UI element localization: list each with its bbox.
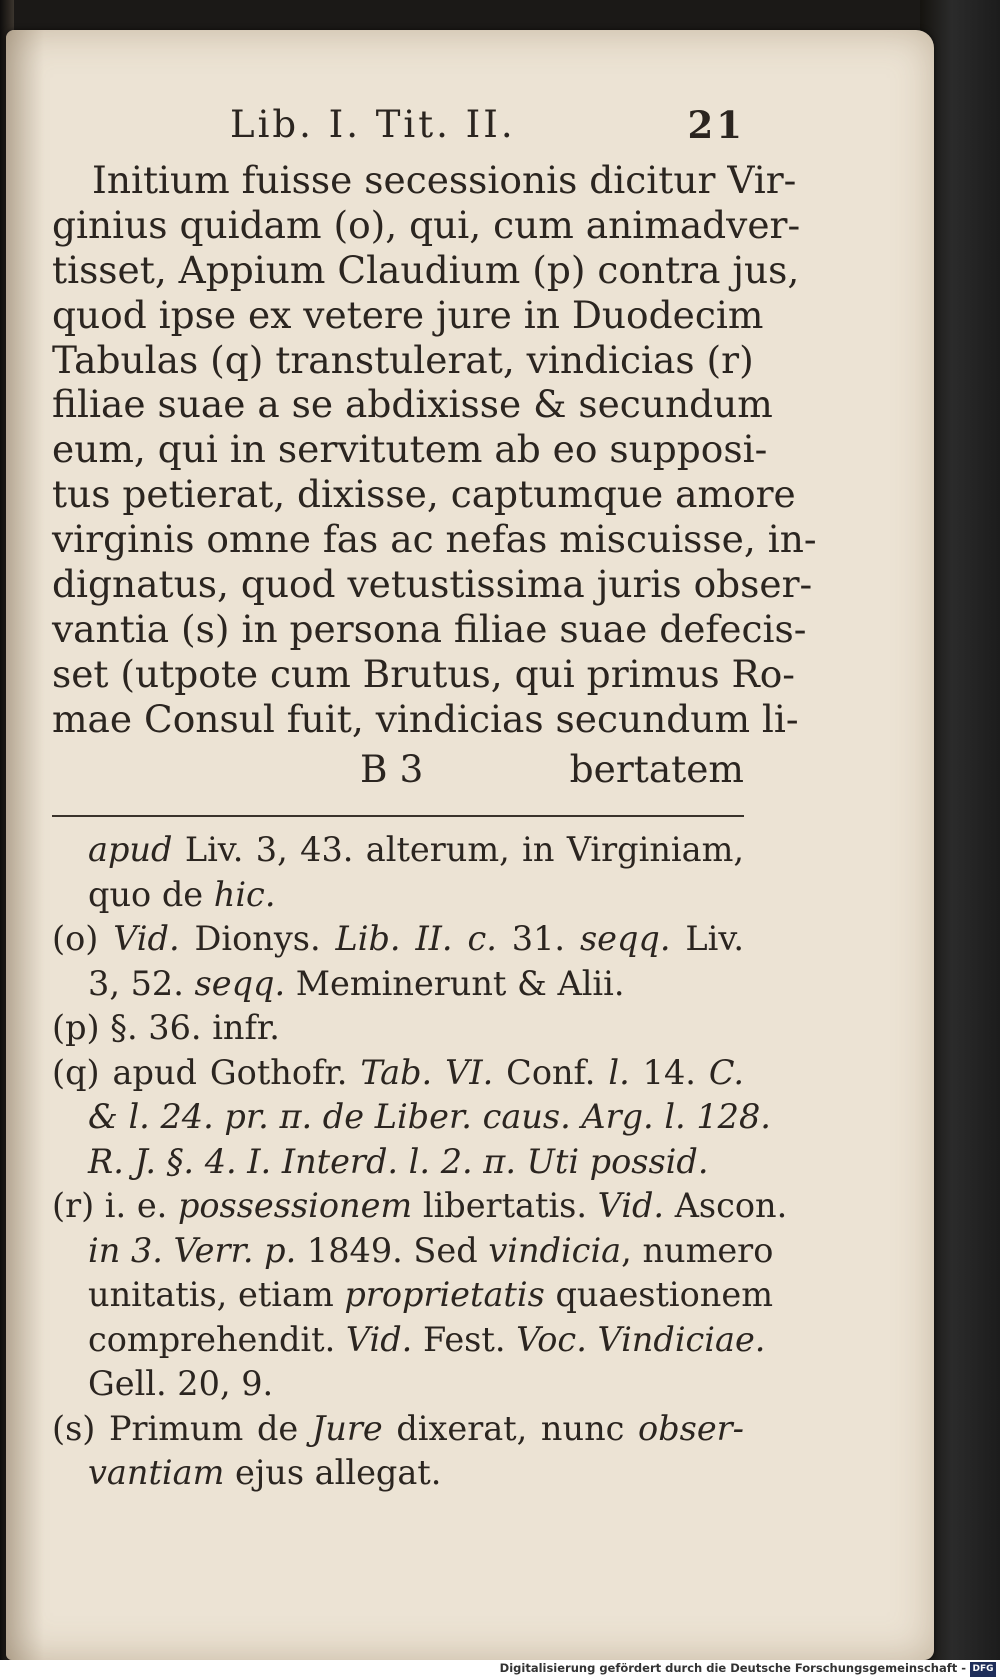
footnote-italic: seqq. [579, 919, 671, 958]
footnote-line [52, 1318, 766, 1363]
footnote-text: Fest. [412, 1319, 517, 1359]
body-line: dignatus, quod vetustissima juris obser- [52, 562, 813, 607]
body-line: virginis omne fas ac nefas miscuisse, in- [52, 517, 817, 562]
footnotes [52, 828, 788, 1496]
footnote-line [52, 1273, 773, 1318]
footnote-italic: Lib. II. c. [335, 919, 497, 958]
body-line: eum, qui in servitutem ab eo supposi- [52, 427, 768, 472]
footnote-italic: possessionem [177, 1186, 413, 1225]
footnote-text: (q) apud Gothofr. [52, 1052, 361, 1092]
dfg-logo: DFG [970, 1662, 996, 1677]
footnote-text: 31. [496, 919, 580, 958]
footnote-text: comprehendit. [88, 1319, 346, 1359]
footnote-italic: apud [88, 830, 173, 869]
footnote-italic: seqq. [194, 963, 286, 1003]
footnote-italic: vantiam [88, 1453, 225, 1492]
footnote-text: (s) Primum de [52, 1408, 312, 1448]
footnote-italic: vindicia [488, 1230, 622, 1270]
signature-mark: B 3 [360, 747, 424, 791]
footnote-o [52, 917, 744, 962]
footnote-italic: hic. [213, 874, 276, 914]
footnote-italic: in 3. Verr. p. [88, 1230, 297, 1270]
body-text [52, 158, 817, 742]
footnote-text: , numero [621, 1230, 774, 1270]
body-line: tus petierat, dixisse, captumque amore [52, 472, 796, 517]
footnote-italic: Jure [311, 1408, 383, 1448]
catchline [52, 747, 744, 791]
footnote-text: Liv. [670, 919, 744, 958]
footnote-italic: Voc. Vindiciae. [516, 1319, 766, 1359]
footnote-line [52, 962, 744, 1007]
footnote-q [52, 1051, 744, 1096]
digitization-footer [0, 1660, 1000, 1680]
funding-credit: Digitalisierung gefördert durch die Deutsche Forschungsgemeinschaft - [499, 1661, 966, 1675]
footnote-r [52, 1184, 788, 1229]
body-line: ginius quidam (o), qui, cum animadver- [52, 202, 801, 247]
body-line: tisset, Appium Claudium (p) contra jus, [52, 247, 800, 292]
footnote-text: ejus allegat. [224, 1453, 442, 1492]
footnote-line [52, 1451, 744, 1496]
footnote-text: libertatis. [412, 1186, 598, 1225]
footnote-line [52, 1095, 771, 1140]
footnote-italic: C. [708, 1052, 744, 1092]
footnote-italic: Vid. [345, 1319, 413, 1359]
catchword: bertatem [569, 747, 744, 791]
footnote-text: Liv. 3, 43. alterum, in Virginiam, [172, 830, 744, 869]
footnote-text: quo de [88, 874, 214, 914]
footnote-italic: l. [608, 1052, 630, 1092]
footnote-line [52, 1229, 774, 1274]
footnote-line [52, 828, 744, 873]
body-line: vantia (s) in persona filiae suae defecis- [52, 606, 807, 651]
footnote-italic: Tab. VI. [360, 1052, 494, 1092]
footnote-text: unitatis, etiam [88, 1275, 345, 1314]
footnote-text: 1849. Sed [296, 1230, 489, 1270]
footnote-p: (p) §. 36. infr. [52, 1008, 280, 1047]
footnote-italic: proprietatis [344, 1275, 545, 1314]
footnote-line [52, 1140, 744, 1185]
footnote-text: Ascon. [664, 1186, 788, 1225]
footnote-text: 14. [629, 1052, 709, 1092]
footnote-text: (r) i. e. [52, 1186, 178, 1225]
footnote-divider [52, 815, 744, 817]
footnote-italic: Vid. [113, 919, 180, 958]
body-line: Tabulas (q) transtulerat, vindicias (r) [52, 337, 754, 382]
running-head [230, 103, 745, 151]
footnote-line [52, 873, 744, 918]
footnote-text: Conf. [493, 1052, 609, 1092]
body-line: filiae suae a se abdixisse & secundum [52, 382, 773, 427]
footnote-text: 3, 52. [88, 963, 195, 1003]
footnote-text: dixerat, nunc [382, 1408, 639, 1448]
body-line: quod ipse ex vetere jure in Duodecim [52, 292, 764, 337]
footnote-s [52, 1407, 744, 1452]
footnote-marker: (o) [52, 919, 114, 958]
page-number: 21 [687, 103, 745, 147]
body-line: set (utpote cum Brutus, qui primus Ro- [52, 651, 795, 696]
footnote-text: quaestionem [544, 1275, 773, 1314]
running-head-title: Lib. I. Tit. II. [230, 103, 516, 146]
body-line: mae Consul fuit, vindicias secundum li- [52, 696, 799, 741]
footnote-italic: R. J. §. 4. I. Interd. l. 2. π. Uti possid. [88, 1141, 709, 1181]
footnote-italic: Vid. [597, 1186, 665, 1225]
body-line: Initium fuisse secessionis dicitur Vir- [92, 158, 797, 202]
footnote-italic: obser- [638, 1408, 744, 1448]
footnote-text: Dionys. [179, 919, 336, 958]
footnote-italic: & l. 24. pr. π. de Liber. caus. Arg. l. 128. [88, 1097, 771, 1136]
footnote-text: Meminerunt & Alii. [285, 963, 625, 1003]
footnote-line: Gell. 20, 9. [88, 1364, 274, 1403]
